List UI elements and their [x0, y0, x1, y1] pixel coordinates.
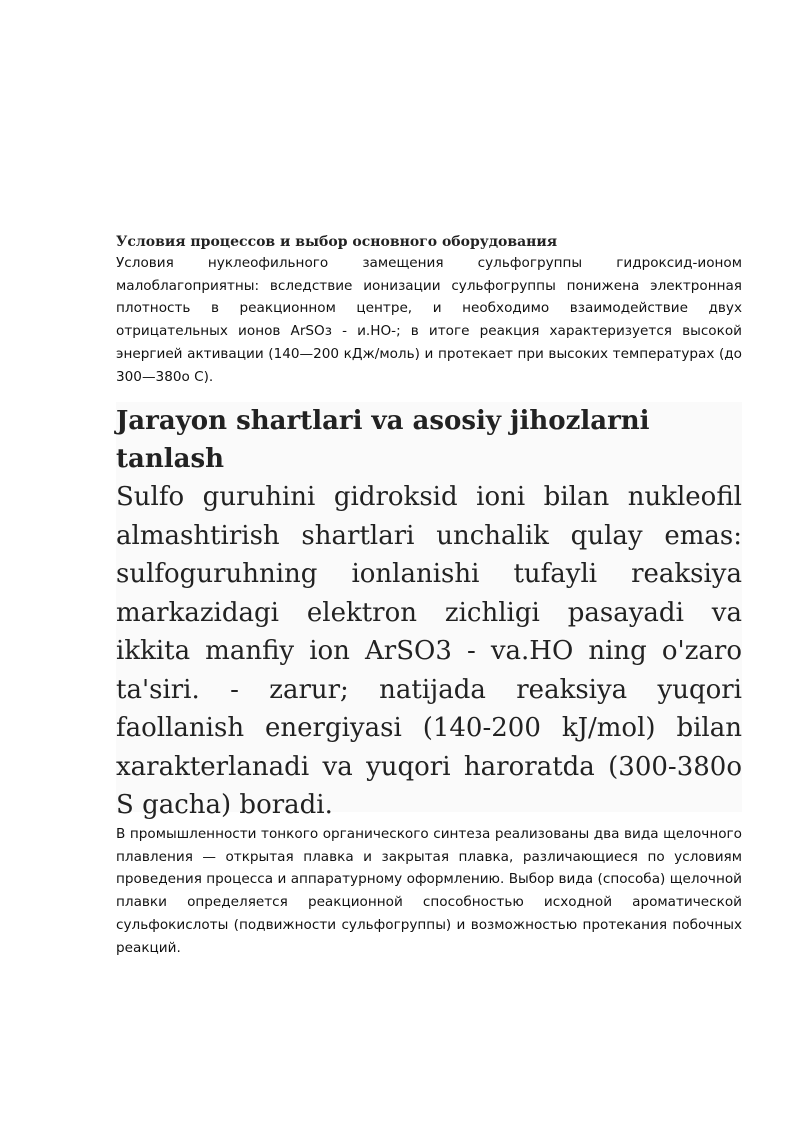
- translation-paragraph: Sulfo guruhini gidroksid ioni bilan nukleofil almashtirish shartlari unchalik qulay emas: sulfoguruhning ionlanishi tufayli reaksiya markazidagi elektron zichligi pasayadi va ikkita manfiy ion ArSO3 - va.HO ning o'zaro ta'siri. - zarur; natijada reaksiya yuqori faollanish energiyasi (140-200 kJ/mol) bilan xarakterlanadi va yuqori haroratda (300-380o S gacha) boradi.: [116, 482, 742, 820]
- translation-heading: Jarayon shartlari va asosiy jihozlarni tanlash: [116, 406, 650, 474]
- section-alkali-fusion: [116, 823, 742, 959]
- section-paragraph-2: В промышленности тонкого органического синтеза реализованы два вида щелочного плавления — открытая плавка и закрытая плавка, различающиеся по условиям проведения процесса и аппаратурному оформлению. Выбор вида (способа) щелочной плавки определяется реакционной способностью исходной ароматической сульфокислоты (подвижности сульфогруппы) и возможностью протекания побочных реакций.: [116, 826, 742, 956]
- section-heading: Условия процессов и выбор основного оборудования: [116, 234, 558, 250]
- translation-block: [116, 402, 742, 820]
- section-process-conditions: [116, 232, 742, 388]
- section-paragraph: Условия нуклеофильного замещения сульфогруппы гидроксид-ионом малоблагоприятны: вследствие ионизации сульфогруппы понижена электронная плотность в реакционном центре, и необходимо взаимодействие двух отрицательных ионов ArSOз - и.НО-; в итоге реакция характеризуется высокой энергией активации (140—200 кДж/моль) и протекает при высоких температурах (до 300—380о С).: [116, 255, 742, 385]
